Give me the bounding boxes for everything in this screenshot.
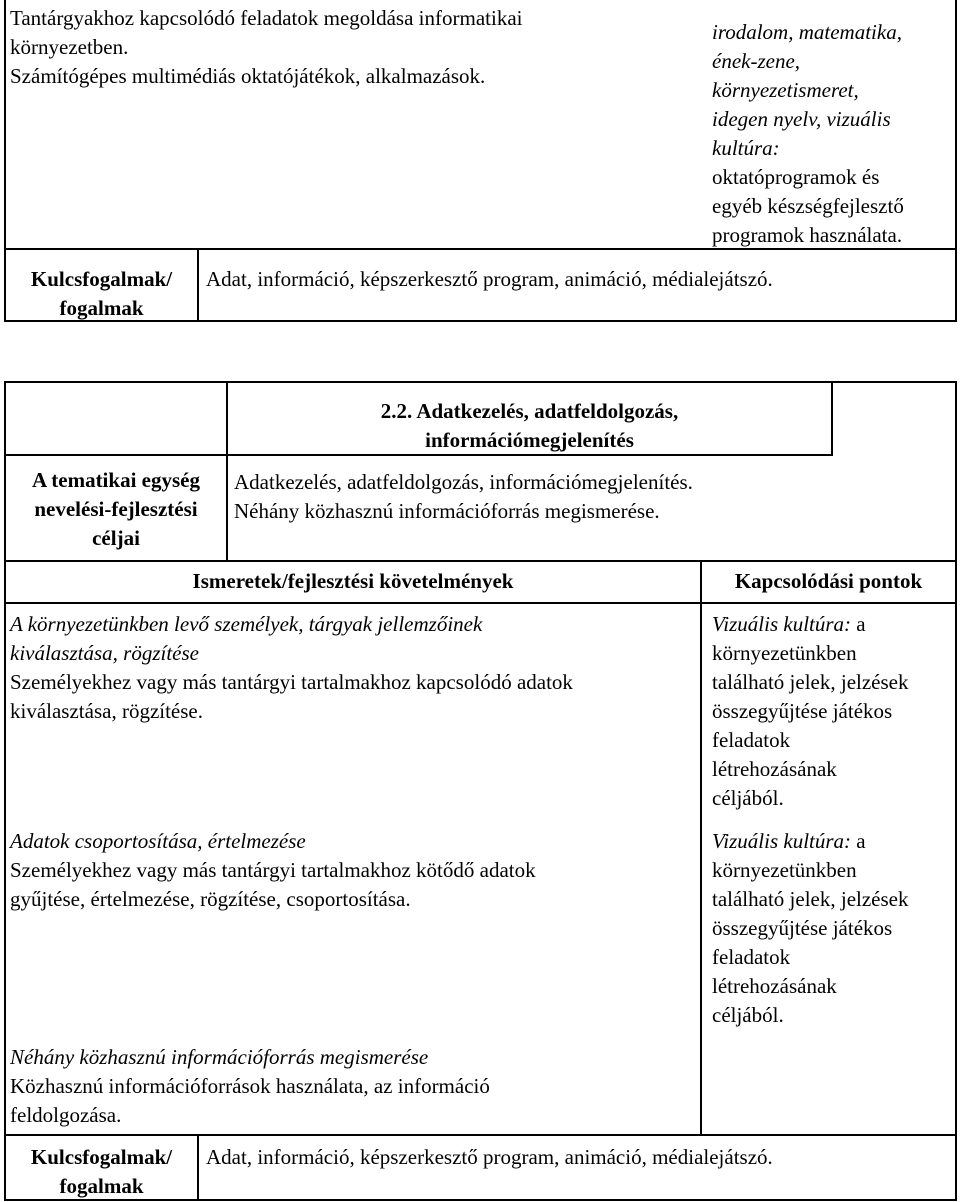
connection-line: található jelek, jelzések (712, 670, 909, 694)
keywords-label-line: fogalmak (59, 1174, 144, 1198)
requirement-item (10, 827, 536, 914)
unit-title-line: 2.2. Adatkezelés, adatfeldolgozás, (380, 399, 679, 423)
goals-label (6, 466, 226, 553)
keywords-text: Adat, információ, képszerkesztő program, animáció, médialejátszó. (206, 267, 773, 291)
table-border (4, 1134, 957, 1136)
top-right-cell-text (712, 18, 904, 250)
requirement-item (10, 1043, 490, 1130)
connection-line: céljából. (712, 1003, 784, 1027)
table-border (4, 560, 957, 562)
table-border (4, 381, 957, 383)
connection-text: a (851, 612, 866, 636)
connection-line: összegyűjtése játékos (712, 916, 893, 940)
connection-line: környezetünkben (712, 641, 857, 665)
goals-text-line: Néhány közhasznú információforrás megismerése. (234, 499, 660, 523)
connection-line: céljából. (712, 786, 784, 810)
text-line: Tantárgyakhoz kapcsolódó feladatok megoldása informatikai (10, 6, 523, 30)
table-border (700, 560, 702, 1136)
goals-label-line: céljai (92, 526, 140, 550)
subject-list-line: idegen nyelv, vizuális (712, 107, 891, 131)
connection-subject: Vizuális kultúra: (712, 829, 852, 853)
requirement-body: Személyekhez vagy más tantárgyi tartalmakhoz kötődő adatok (10, 858, 536, 882)
top-left-cell-text (10, 4, 522, 91)
goals-text-line: Adatkezelés, adatfeldolgozás, információmegjelenítés. (234, 470, 693, 494)
goals-label-line: A tematikai egység (32, 468, 200, 492)
table-border (831, 381, 833, 456)
connection-item (712, 610, 909, 813)
table-border (4, 454, 230, 456)
requirement-body: Közhasznú információforrások használata, az információ (10, 1074, 490, 1098)
requirement-body: gyűjtése, értelmezése, rögzítése, csoportosítása. (10, 887, 411, 911)
text-line: környezetben. (10, 35, 129, 59)
connection-text: a (851, 829, 866, 853)
requirement-title: Adatok csoportosítása, értelmezése (10, 829, 306, 853)
connection-line: létrehozásának (712, 974, 837, 998)
connection-line: összegyűjtése játékos (712, 699, 893, 723)
connection-line: környezetünkben (712, 858, 857, 882)
unit-title (228, 397, 831, 455)
connection-line: található jelek, jelzések (712, 887, 909, 911)
unit-title-line: információmegjelenítés (425, 428, 634, 452)
connection-line: feladatok (712, 945, 791, 969)
connection-line: létrehozásának (712, 757, 837, 781)
requirement-body: feldolgozása. (10, 1103, 122, 1127)
connection-subject: Vizuális kultúra: (712, 612, 852, 636)
goals-label-line: nevelési-fejlesztési (34, 497, 198, 521)
keywords-text: Adat, információ, képszerkesztő program, animáció, médialejátszó. (206, 1145, 773, 1169)
requirement-title: Néhány közhasznú információforrás megismerése (10, 1045, 429, 1069)
subject-list-line: ének-zene, (712, 49, 801, 73)
text-line: egyéb készségfejlesztő (712, 194, 904, 218)
requirement-body: kiválasztása, rögzítése. (10, 699, 203, 723)
connection-first-line (712, 610, 909, 639)
keywords-label (6, 1143, 197, 1201)
requirement-body: Személyekhez vagy más tantárgyi tartalmakhoz kapcsolódó adatok (10, 670, 573, 694)
requirement-title: A környezetünkben levő személyek, tárgyak jellemzőinek (10, 612, 483, 636)
connection-line: feladatok (712, 728, 791, 752)
keywords-label-line: fogalmak (59, 296, 144, 320)
keywords-label-line: Kulcsfogalmak/ (30, 1145, 173, 1169)
requirement-item (10, 610, 573, 726)
table-border (955, 0, 957, 322)
table-border (4, 602, 957, 604)
connections-column-header: Kapcsolódási pontok (734, 569, 923, 593)
text-line: Számítógépes multimédiás oktatójátékok, alkalmazások. (10, 64, 486, 88)
connection-first-line (712, 827, 909, 856)
table-border (197, 1134, 199, 1201)
keywords-label-line: Kulcsfogalmak/ (30, 267, 173, 291)
table-border (955, 381, 957, 1201)
subject-list-line: környezetismeret, (712, 78, 859, 102)
connection-item (712, 827, 909, 1030)
text-line: programok használata. (712, 223, 903, 247)
table-border (197, 248, 199, 322)
text-line: oktatóprogramok és (712, 165, 880, 189)
keywords-label (6, 265, 197, 323)
requirements-column-header: Ismeretek/fejlesztési követelmények (192, 569, 514, 593)
subject-list-line: kultúra: (712, 136, 780, 160)
goals-text (234, 468, 693, 526)
requirement-title: kiválasztása, rögzítése (10, 641, 199, 665)
subject-list-line: irodalom, matematika, (712, 20, 902, 44)
